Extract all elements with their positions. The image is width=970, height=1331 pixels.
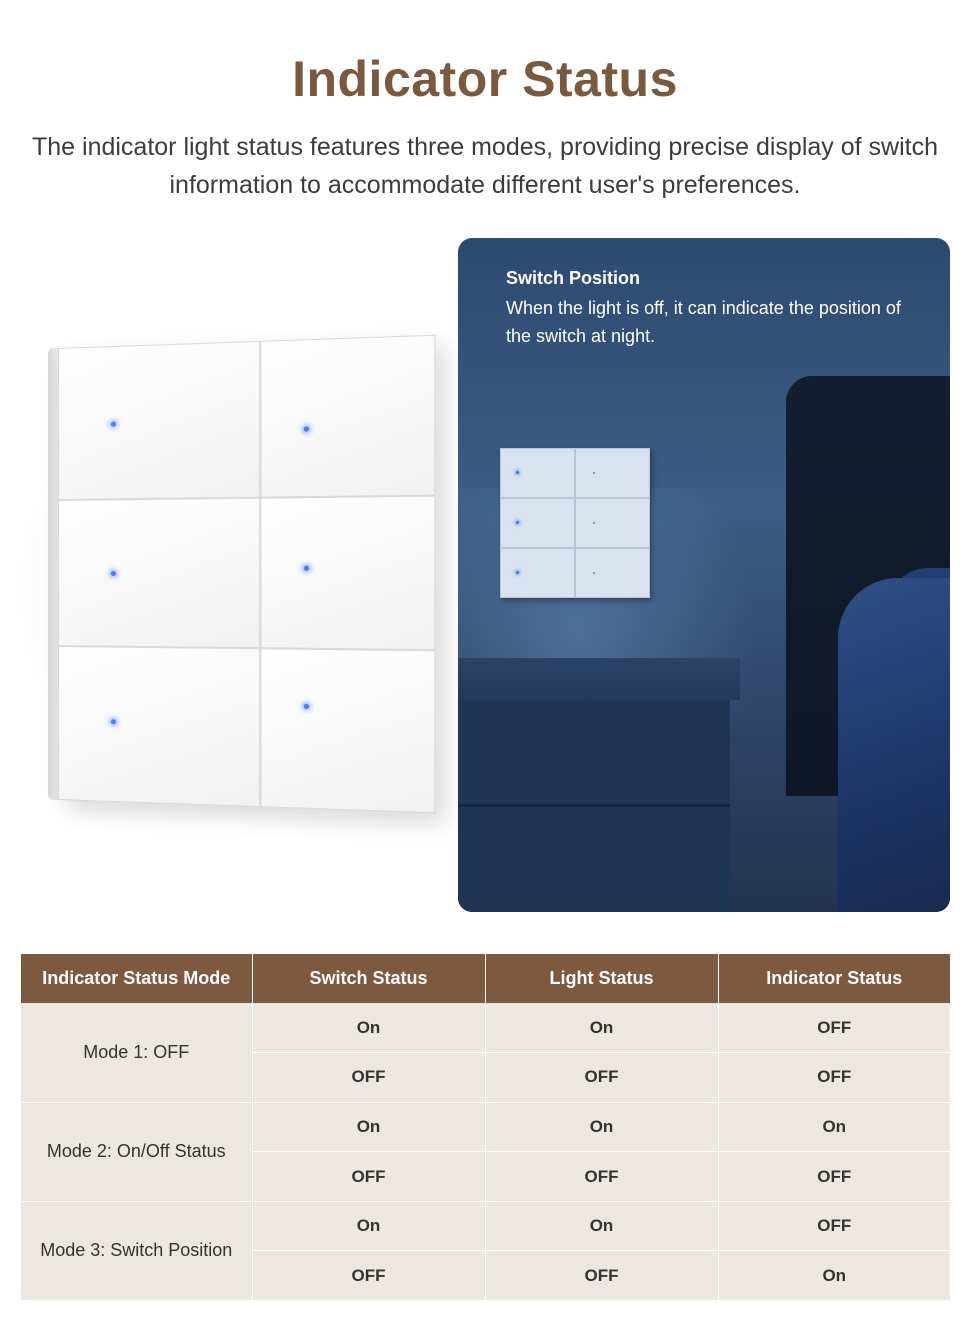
indicator-status-cell: OFF — [718, 1003, 950, 1053]
header-light-status: Light Status — [485, 954, 718, 1003]
indicator-status-cell: OFF — [718, 1053, 950, 1103]
bedroom-night-image — [458, 238, 950, 912]
table-header-row — [21, 954, 950, 1003]
light-status-cell: On — [485, 1201, 718, 1251]
table-row — [21, 1201, 950, 1251]
indicator-led — [111, 571, 116, 576]
caption-text: When the light is off, it can indicate the position of the switch at night. — [506, 298, 901, 346]
mini-key — [575, 548, 650, 598]
bedding — [838, 578, 950, 912]
indicator-led — [304, 566, 309, 571]
indicator-status-cell: On — [718, 1102, 950, 1152]
mini-off-dot — [593, 572, 595, 574]
light-status-cell: OFF — [485, 1251, 718, 1301]
mini-key — [500, 548, 575, 598]
header-switch-status: Switch Status — [252, 954, 485, 1003]
mini-off-dot — [593, 472, 595, 474]
indicator-led — [304, 704, 309, 709]
switch-status-cell: OFF — [252, 1251, 485, 1301]
switch-key-1 — [58, 341, 260, 500]
switch-status-cell: OFF — [252, 1053, 485, 1103]
switch-status-cell: On — [252, 1003, 485, 1053]
mini-key — [500, 448, 575, 498]
drawer-divider — [458, 804, 730, 807]
switch-status-cell: On — [252, 1201, 485, 1251]
switch-key-3 — [58, 498, 260, 649]
light-status-cell: OFF — [485, 1053, 718, 1103]
mode-cell: Mode 2: On/Off Status — [21, 1102, 252, 1201]
light-status-cell: On — [485, 1102, 718, 1152]
mode-cell: Mode 3: Switch Position — [21, 1201, 252, 1300]
indicator-status-cell: OFF — [718, 1201, 950, 1251]
mini-indicator-led — [516, 471, 519, 474]
indicator-status-cell: OFF — [718, 1152, 950, 1202]
indicator-status-cell: On — [718, 1251, 950, 1301]
mini-key — [575, 498, 650, 548]
switch-status-cell: On — [252, 1102, 485, 1152]
mini-off-dot — [593, 522, 595, 524]
indicator-mode-table — [21, 954, 950, 1301]
switch-key-5 — [58, 646, 260, 807]
header-indicator-status: Indicator Status — [718, 954, 950, 1003]
mini-key — [575, 448, 650, 498]
mini-indicator-led — [516, 521, 519, 524]
mode-cell: Mode 1: OFF — [21, 1003, 252, 1102]
header-mode: Indicator Status Mode — [21, 954, 252, 1003]
table-row — [21, 1003, 950, 1053]
mini-key — [500, 498, 575, 548]
wall-switch — [500, 448, 650, 598]
switch-product-image — [0, 330, 440, 830]
light-status-cell: On — [485, 1003, 718, 1053]
caption-title: Switch Position — [506, 268, 641, 288]
mini-indicator-led — [516, 571, 519, 574]
page-title: Indicator Status — [292, 51, 678, 107]
switch-status-cell: OFF — [252, 1152, 485, 1202]
light-status-cell: OFF — [485, 1152, 718, 1202]
page-subtitle: The indicator light status features three modes, providing precise display of switch information to accommodate different user's preferences. — [31, 133, 938, 199]
switch-panel — [58, 335, 436, 814]
switch-key-2 — [260, 335, 435, 498]
table-row — [21, 1102, 950, 1152]
switch-key-6 — [260, 648, 435, 813]
switch-key-4 — [260, 496, 435, 651]
indicator-led — [111, 719, 116, 724]
nightstand-top — [458, 658, 740, 700]
